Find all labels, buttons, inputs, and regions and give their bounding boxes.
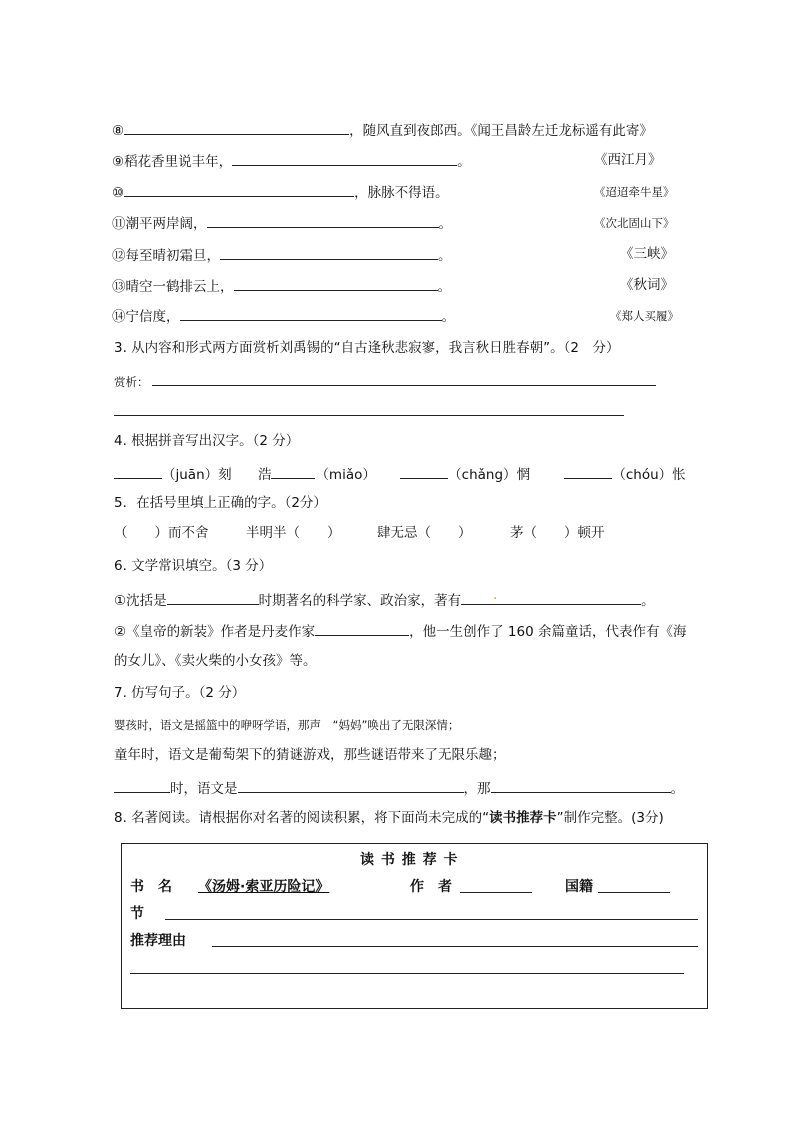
- poem-line-13: ⑬晴空一鹤排云上， 。: [112, 276, 451, 296]
- poem-line-11: ⑪潮平两岸阔， 。: [112, 213, 452, 233]
- poem-source: 《闻王昌龄左迁龙标遥有此寄》: [470, 123, 653, 139]
- stray-mark: .: [493, 587, 498, 603]
- question-3: 3. 从内容和形式两方面赏析刘禹锡的“自古逢秋悲寂寥，我言秋日胜春朝”。（2 分）: [114, 340, 620, 356]
- question-6: 6. 文学常识填空。（3 分）: [114, 558, 273, 574]
- answer-blank[interactable]: [180, 306, 442, 321]
- card-reason-line[interactable]: [212, 946, 698, 947]
- poem-line-8: ⑧ ，随风直到夜郎西。《闻王昌龄左迁龙标遥有此寄》: [112, 120, 653, 140]
- answer-blank[interactable]: [238, 778, 464, 793]
- answer-blank[interactable]: [207, 213, 439, 228]
- q5-item: 半明半（ ）: [246, 525, 341, 541]
- poem-source: 《郑人买履》: [610, 309, 679, 323]
- answer-blank[interactable]: [124, 182, 354, 197]
- answer-blank[interactable]: [461, 587, 641, 605]
- answer-blank[interactable]: [124, 120, 349, 135]
- poem-source: 《三峡》: [620, 246, 674, 262]
- question-8: 8. 名著阅读。请根据你对名著的阅读积累，将下面尚未完成的“读书推荐卡”制作完整。(3分): [114, 810, 664, 826]
- q6-line-1: ①沈括是 时期著名的科学家、政治家，著有 . 。: [114, 587, 655, 609]
- card-nation-label: 国籍: [565, 879, 593, 895]
- answer-blank[interactable]: [232, 151, 457, 166]
- q7-fill-line: 时，语文是 ，那 。: [114, 778, 684, 798]
- question-4: 4. 根据拼音写出汉字。（2 分）: [114, 433, 300, 449]
- answer-blank[interactable]: [400, 464, 448, 479]
- poem-source: 《次北固山下》: [594, 216, 675, 230]
- poem-source: 《迢迢牵牛星》: [594, 185, 675, 199]
- q4-items: （juān）刻 浩 （miǎo） （chǎng）惘 （chóu）怅: [114, 464, 686, 484]
- answer-line[interactable]: [152, 385, 656, 386]
- answer-blank[interactable]: [167, 590, 259, 605]
- card-reason-line[interactable]: [130, 973, 684, 974]
- card-author-label: 作 者: [410, 879, 452, 895]
- answer-blank[interactable]: [564, 464, 612, 479]
- card-title: 读 书 推 荐 卡: [360, 852, 459, 868]
- question-7: 7. 仿写句子。（2 分）: [114, 685, 246, 701]
- card-reason-label: 推荐理由: [130, 933, 186, 949]
- card-nation-blank[interactable]: [598, 878, 670, 893]
- answer-blank[interactable]: [114, 778, 170, 793]
- card-author-blank[interactable]: [460, 878, 532, 893]
- answer-blank[interactable]: [271, 464, 315, 479]
- question-5: 5．在括号里填上正确的字。（2分）: [114, 495, 327, 511]
- q5-item: （ ）而不舍: [114, 525, 209, 541]
- poem-line-14: ⑭宁信度， 。: [112, 306, 455, 326]
- card-chapter-label: 节: [130, 906, 144, 922]
- poem-source: 《秋词》: [620, 277, 674, 293]
- q6-line-2: ②《皇帝的新装》作者是丹麦作家 ，他一生创作了 160 余篇童话，代表作有《海: [114, 621, 686, 641]
- answer-blank[interactable]: [315, 621, 409, 636]
- poem-line-10: ⑩ ，脉脉不得语。: [112, 182, 449, 202]
- answer-blank[interactable]: [491, 778, 671, 793]
- q7-example-2: 童年时，语文是葡萄架下的猜谜游戏，那些谜语带来了无限乐趣；: [114, 747, 506, 763]
- poem-line-12: ⑫每至晴初霜旦， 。: [112, 245, 452, 265]
- answer-blank[interactable]: [220, 245, 438, 260]
- q5-item: 茅（ ）顿开: [510, 525, 605, 541]
- poem-line-9: ⑨稻花香里说丰年， 。: [112, 151, 471, 171]
- card-book-title: 《汤姆·索亚历险记》: [198, 879, 330, 895]
- q3-appreciation-label: 赏析：: [114, 375, 149, 389]
- poem-source: 《西江月》: [594, 152, 662, 168]
- answer-line[interactable]: [114, 415, 624, 416]
- answer-blank[interactable]: [234, 276, 438, 291]
- answer-blank[interactable]: [114, 464, 162, 479]
- card-book-label: 书 名: [130, 879, 172, 895]
- q6-line-3: 的女儿》、《卖火柴的小女孩》等。: [114, 653, 317, 669]
- q5-item: 肆无忌（ ）: [377, 525, 472, 541]
- card-chapter-line[interactable]: [165, 919, 698, 920]
- q7-example-1: 婴孩时，语文是摇篮中的咿呀学语，那声 “妈妈”唤出了无限深情；: [114, 718, 460, 732]
